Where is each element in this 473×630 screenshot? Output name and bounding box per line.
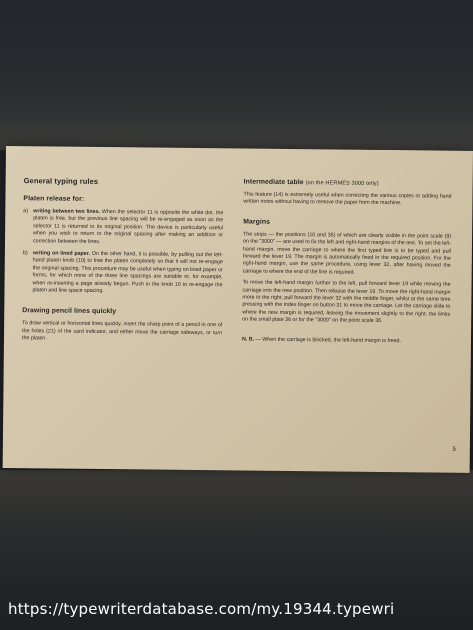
section-heading: General typing rules [23,176,99,186]
margins-title: Margins [243,218,271,226]
item-text [32,250,222,296]
page-number: 5 [452,446,456,453]
platen-release-list [22,208,223,297]
item-marker: b) [22,250,28,257]
right-column [242,178,452,349]
item-body: On the other hand, it is possible, by pulling out the left-hand platen knob (10) to free the platen completely so that it will not re-engage the original spacing. This procedure may be useful when typing on lined paper or forms, for which none of the three line spacings are suitable or, for example, when re-inserting a page already begun. Push in the knob 10 to re-engage the platen and line space spacing. [32,250,223,295]
left-column [22,176,224,349]
margins-paragraph-2: To move the left-hand margin further to the left, pull forward lever 19 while moving the carriage into the new position. Then release the lever 19. To move the right-hand margin more to the right, pull forward the lever 32 with the middle finger, whilst at the same time pressing with the index finger on button 31 to move the carriage. Let the carriage slide to where the new margin is required, leaving the movement slightly to the right; the limits on the small plate 36 or for the "3000" on the point scale 36. [242,279,451,325]
margins-paragraph-1: The stops — the positions (10 and 35) of which are clearly visible in the point scale (9) on the "3000" — are used to fix the left and right-hand margins of the text. To set the left-hand margin, move the carriage to where the first typed line is to be typed and pull forward the lever 19. The margin is automatically fixed in the required position. For the right-hand margin, use the same procedure, using lever 32, after having moved the carriage to where the end of the line is required. [242,231,452,276]
nb-label: N. B. [241,336,255,343]
item-body: When the selector 11 is opposite the white dot, the platen is free, but the previous line spacing will be re-engaged as soon as the selector 11 is returned to its original position. The device is particularly useful when you wish to return to the original spacing after making an addition or correction between the lines. [32,209,224,245]
list-item [23,208,223,247]
nb-text: — When the carriage is blocked, the left-hand margin is freed. [255,336,402,344]
item-lead: writing on lined paper. [32,250,91,257]
nb-note [242,336,450,346]
item-marker: a) [23,208,29,215]
platen-release-title: Platen release for: [23,195,85,203]
source-watermark: https://typewriterdatabase.com/my.19344.typewri [8,600,395,618]
item-text [33,208,223,247]
background-top [0,0,473,150]
intermediate-title-note: (on the HERMES 3000 only) [305,180,379,187]
intermediate-table-text: This feature (14) is extremely useful when correcting the various copies or adding hand written notes without having to remove the paper from the machine. [243,191,452,207]
intermediate-title-text: Intermediate table [243,178,304,187]
intermediate-table-title [244,178,452,187]
drawing-lines-text: To draw vertical or horizontal lines quickly, insert the sharp point of a pencil in one of the holes (21) of the card indicator, and either move the carriage sideways, or turn the platen. [21,320,223,342]
manual-page [3,146,473,473]
item-lead: writing between two lines. [33,208,101,215]
drawing-lines-title: Drawing pencil lines quickly [22,307,117,316]
list-item [22,250,222,297]
